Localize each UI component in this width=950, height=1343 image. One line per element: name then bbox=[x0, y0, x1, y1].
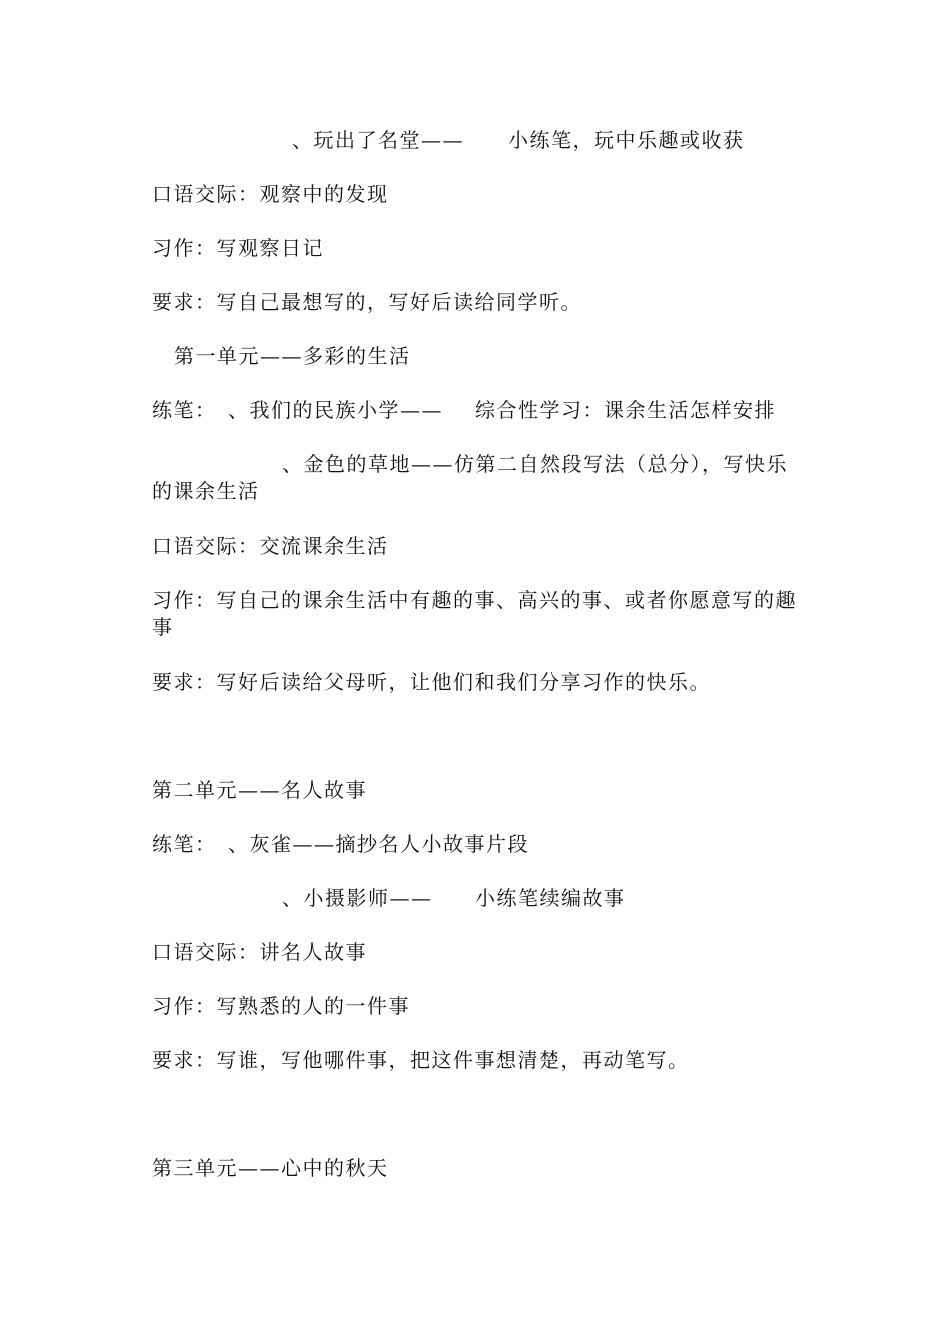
practice-item: 、灰雀——摘抄名人小故事片段 bbox=[228, 832, 529, 856]
practice-label: 练笔： bbox=[152, 832, 217, 856]
golden-grass-text: 、金色的草地——仿第二自然段写法（总分），写快乐 bbox=[282, 452, 788, 476]
line-unit-two-requirement: 要求：写谁，写他哪件事，把这件事想清楚，再动笔写。 bbox=[152, 1048, 690, 1072]
unit-three-heading: 第三单元——心中的秋天 bbox=[152, 1156, 389, 1180]
little-photographer-task: 小练笔续编故事 bbox=[475, 886, 626, 910]
comprehensive-study: 综合性学习：课余生活怎样安排 bbox=[475, 398, 776, 422]
unit-two-heading: 第二单元——名人故事 bbox=[152, 778, 367, 802]
practice-label: 练笔： bbox=[152, 398, 217, 422]
line-unit-one-requirement: 要求：写好后读给父母听，让他们和我们分享习作的快乐。 bbox=[152, 670, 711, 694]
line-requirement: 要求：写自己最想写的，写好后读给同学听。 bbox=[152, 290, 582, 314]
unit-one-heading: 第一单元——多彩的生活 bbox=[174, 344, 411, 368]
line-unit-one-writing: 习作：写自己的课余生活中有趣的事、高兴的事、或者你愿意写的趣事 bbox=[152, 588, 797, 639]
line-unit-two-writing: 习作：写熟悉的人的一件事 bbox=[152, 994, 410, 1018]
line-activity-task: 小练笔，玩中乐趣或收获 bbox=[508, 128, 745, 152]
line-unit-two-oral: 口语交际：讲名人故事 bbox=[152, 940, 367, 964]
line-oral-communication: 口语交际：观察中的发现 bbox=[152, 182, 389, 206]
little-photographer-title: 、小摄影师—— bbox=[282, 886, 433, 910]
line-unit-one-oral: 口语交际：交流课余生活 bbox=[152, 534, 389, 558]
line-golden-grass bbox=[152, 451, 802, 505]
golden-grass-continued: 的课余生活 bbox=[152, 479, 260, 503]
line-activity-title: 、玩出了名堂—— bbox=[292, 128, 464, 152]
practice-item: 、我们的民族小学—— bbox=[228, 398, 443, 422]
line-writing-task: 习作：写观察日记 bbox=[152, 236, 324, 260]
